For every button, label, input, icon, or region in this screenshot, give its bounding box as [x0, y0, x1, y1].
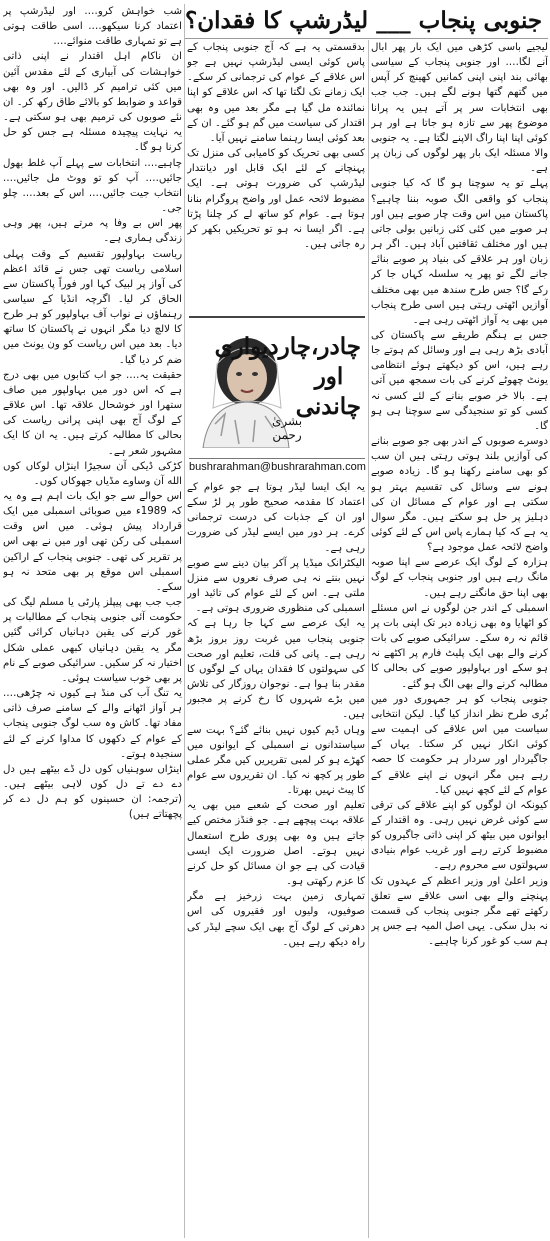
paragraph: الیکٹرانک میڈیا پر آکر بیان دینے سے صوبے نہیں بنتے نہ ہی صرف نعروں سے منزل ملتی ہے۔ اس کے لئے عوام کی تائید اور اسمبلی کی منظوری ضروری ہوتی ہے۔: [187, 557, 365, 615]
author-email[interactable]: bushrarahman@bushrarahman.com: [189, 461, 366, 473]
paragraph: جنوبی پنجاب کو ہر جمہوری دور میں بُری طرح نظر انداز کیا گیا۔ لیکن انتخابی سیاست میں اس علاقے کی اہمیت سے کوئی انکار نہیں کر سکتا۔ یہاں کے جاگیردار اور سردار ہر حکومت کا حصہ رہے ہیں مگر انہوں نے اپنے علاقے کے عوام کے لئے کچھ نہیں کیا۔: [371, 693, 548, 796]
paragraph: حقیقت یہ…. جو اب کتابوں میں بھی درج ہے کہ اس دور میں بہاولپور میں صاف ستھرا اور خوشحال علاقہ تھا۔ اس علاقے کے لوگ آج بھی اپنی پرانی ریاست کی بحالی کا مطالبہ کرتے ہیں۔ یہ ان کا ایک مشہور شعر ہے۔: [3, 369, 182, 457]
paragraph: پہلے تو یہ سوچنا ہو گا کہ کیا جنوبی پنجاب کو واقعی الگ صوبہ بننا چاہیے؟ پاکستان میں اس وقت چار صوبے ہیں اور ہر صوبے میں کئی کئی زبانیں بولی جاتی ہیں اور مختلف ثقافتیں آباد ہیں۔ اگر ہر زبان اور ہر علاقے کی بنیاد پر صوبے بنائے جانے لگے تو پھر یہ سلسلہ کہاں جا کر رکے گا؟ جس طرح سندھ میں بھی مختلف آوازیں اٹھتی رہتی ہیں اسی طرح پنجاب میں بھی یہ آواز اٹھتی رہی ہے۔: [371, 178, 548, 326]
column-banner: [189, 316, 365, 459]
column-middle-top: [187, 40, 365, 310]
paragraph: اسمبلی کے اندر جن لوگوں نے اس مسئلے کو اٹھایا وہ بھی زیادہ دیر تک اپنی بات پر قائم نہ رہ سکے۔ سرائیکی صوبے کی بات کرنے والے بھی ایک پلیٹ فارم پر اکٹھے نہ ہو سکے اور بہاولپور صوبے کی بحالی کا مطالبہ کرنے والے بھی الگ ہو گئے۔: [371, 602, 548, 690]
column-right: [371, 40, 548, 1238]
paragraph: ہزارہ کے لوگ ایک عرصے سے اپنا صوبہ مانگ رہے ہیں اور جنوبی پنجاب کے لوگ بھی اپنا حق مانگتے رہے ہیں۔: [371, 557, 548, 599]
paragraph: جب جب بھی پیپلز پارٹی یا مسلم لیگ کی حکومت آئی جنوبی پنجاب کے مطالبات پر غور کرنے کی یقین دہانیاں کرائی گئیں مگر یہ یقین دہانیاں کبھی عملی شکل اختیار نہ کر سکیں۔ سرائیکی صوبے کے نام پر بھی خوب سیاست ہوئی۔: [3, 597, 182, 684]
column-rule: [368, 40, 369, 1238]
paragraph: چاہیے…. انتخابات سے پہلے آپ غلط بھول جائیں…. آپ کو تو ووٹ مل جائیں…. انتخاب جیت جائیں…. اس کے بعد…. چلو جی۔: [3, 157, 182, 215]
paragraph: جس بے ہنگم طریقے سے پاکستان کی آبادی بڑھ رہی ہے اور وسائل کم ہوتے جا رہے ہیں، اس کو دیکھتے ہوئے انتظامی یونٹ چھوٹے کرنے کی بات سمجھ میں آتی ہے۔ بالا خر صوبے بنانے کے لئے کسی نہ کسی کو تو سنجیدگی سے سوچنا ہی ہو گا۔: [371, 329, 548, 432]
paragraph: اس حوالے سے جو ایک بات اہم ہے وہ یہ کہ 1989ء میں صوبائی اسمبلی میں ایک قرارداد پیش ہوئی۔ میں اس وقت اسمبلی کی رکن تھی اور میں نے بھی اس پر تقریر کی تھی۔ جنوبی پنجاب کے اراکین اسمبلی اس موقع پر بھی متحد نہ ہو سکے۔: [3, 491, 182, 593]
paragraph: تعلیم اور صحت کے شعبے میں بھی یہ علاقہ بہت پیچھے ہے۔ جو فنڈز مختص کیے جاتے ہیں وہ بھی پوری طرح استعمال نہیں ہوتے۔ اصل ضرورت ایک ایسی قیادت کی ہے جو ان مسائل کو حل کرنے کا عزم رکھتی ہو۔: [187, 800, 365, 888]
paragraph: وزیر اعلیٰ اور وزیر اعظم کے عہدوں تک پہنچنے والے بھی اسی علاقے سے تعلق رکھتے تھے مگر جنوبی پنجاب کی قسمت نہ بدل سکی۔ یہی اصل المیہ ہے جس پر ہم سب کو غور کرنا چاہیے۔: [371, 875, 548, 948]
column-title: چادر،چاردیواری اور چاندنی: [214, 333, 361, 420]
paragraph: شب خواہش کرو…. اور لیڈرشپ پر اعتماد کرنا سیکھو…. اسی طاقت ہوتی ہے تو تمہاری طاقت منوائے….: [3, 6, 182, 48]
paragraph: کسی بھی تحریک کو کامیابی کی منزل تک پہنچانے کے لئے ایک قابل اور دیانتدار لیڈرشپ کی ضرورت ہوتی ہے۔ ایک مضبوط لائحہ عمل اور واضح پروگرام بنانا ہوتا ہے۔ عوام کو ساتھ لے کر چلنا پڑتا ہے۔ اگر ایسا نہ ہو تو تحریکیں بکھر کر رہ جاتی ہیں۔: [187, 148, 365, 251]
verse: پھر اس بے وفا پہ مرتے ہیں، پھر وہی زندگی ہماری ہے۔: [3, 218, 182, 245]
column-rule: [184, 4, 185, 1238]
paragraph: دوسرے صوبوں کے اندر بھی جو صوبے بنانے کی آوازیں بلند ہوتی رہتی ہیں ان سب کو بھی سامنے رکھنا ہو گا۔ زیادہ صوبے ہونے سے وسائل کی تقسیم بہتر ہو سکتی ہے اور عوام کے مسائل ان کی دہلیز پر حل ہو سکتے ہیں۔ مگر سوال یہ ہے کہ کیا ہمارے پاس اس کے لئے کوئی واضح لائحہ عمل موجود ہے؟: [371, 436, 548, 554]
column-left: [3, 4, 182, 1238]
paragraph: لیجیے باسی کڑھی میں ایک بار پھر ابال آنے لگا…. اور جنوبی پنجاب کے سیاسی بھائی بند اپنی اپنی کمانیں کھینچ کر آپس میں گتھم گتھا ہونے لگے ہیں۔ جب جب بھی انتخابات سر پر آتے ہیں یہ پرانا موضوع پھر سے تازہ ہو جاتا ہے اور ہر کوئی اپنا اپنا راگ الاپنے لگتا ہے۔ یہ جنوبی والا مسئلہ ایک بار پھر لوگوں کی زبان پر ہے۔: [371, 42, 548, 175]
headline: جنوبی پنجاب ___ لیڈرشپ کا فقدان؟: [185, 2, 548, 39]
paragraph: بدقسمتی یہ ہے کہ آج جنوبی پنجاب کے پاس کوئی ایسی لیڈرشپ نہیں ہے جو اس علاقے کے عوام کی ترجمانی کر سکے۔ ایک زمانے تک لگتا تھا کہ اس علاقے کو اپنا نمائندہ مل گیا ہے مگر بعد میں وہ بھی اقتدار کی سیاست میں گم ہو گئے۔ ان کے بعد کوئی ایسا رہنما سامنے نہیں آیا۔: [187, 42, 365, 144]
paragraph: کیونکہ ان لوگوں کو اپنے علاقے کی ترقی سے کوئی غرض نہیں رہی۔ وہ اقتدار کے ایوانوں میں بیٹھ کر اپنی ذاتی جاگیروں کو مضبوط کرتے رہے اور غریب عوام بنیادی سہولتوں سے محروم رہے۔: [371, 799, 548, 872]
paragraph: وہاں ڈیم کیوں نہیں بنائے گئے؟ بہت سے سیاستدانوں نے اسمبلی کے ایوانوں میں کھڑے ہو کر لمبی تقریریں کیں مگر عملی طور پر کچھ نہ کیا۔ ان تقریروں سے عوام کا پیٹ نہیں بھرتا۔: [187, 724, 365, 797]
paragraph: تمہاری زمین بہت زرخیز ہے مگر صوفیوں، ولیوں اور فقیروں کی اس دھرتی کے لوگ آج بھی ایک سچے لیڈر کی راہ دیکھ رہے ہیں۔: [187, 891, 365, 948]
author-name: بشریٰ رحمن: [271, 414, 303, 442]
paragraph: یہ ایک عرصے سے کہا جا رہا ہے کہ جنوبی پنجاب میں غربت روز بروز بڑھ رہی ہے۔ پانی کی قلت، تعلیم اور صحت کی سہولتوں کا فقدان یہاں کے لوگوں کا مقدر بنا ہوا ہے۔ نوجوان روزگار کی تلاش میں بڑے شہروں کا رخ کرنے پر مجبور ہیں۔: [187, 618, 365, 721]
verse: کڑکی ڈیکی آن سجیڑا اینڑاں لوکاں کوں الله آن وساوے مڈیاں جھوکاں کوں۔: [3, 460, 182, 487]
paragraph: ان ناکام اہل اقتدار نے اپنی ذاتی خواہشات کی آبیاری کے لئے مقدس آئین میں کئی ترامیم کر ڈالیں۔ اور وہ بھی قواعد و ضوابط کو بالائے طاق رکھ کر۔ ان نئے صوبوں کی ترمیم بھی ہو سکتی ہے۔ یہ نہایت پیچیدہ مسئلہ ہے جس کو حل کرنا ہو گا۔: [3, 51, 182, 154]
column-middle-bottom: [187, 480, 365, 1238]
paragraph: یہ تنگ آب کی منڈ ہے کیوں نہ چڑھی…. ہر آواز اٹھانے والے کے سامنے صرف ذاتی مفاد تھا۔ کاش وہ سب لوگ جنوبی پنجاب کے عوام کے دکھوں کا مداوا کرنے کے لئے سنجیدہ ہوتے۔: [3, 688, 182, 760]
paragraph: یہ ایک ایسا لیڈر ہوتا ہے جو عوام کے اعتماد کا مقدمہ صحیح طور پر لڑ سکے اور ان کے جذبات کی درست ترجمانی کرے۔ ہر دور میں ایسے لیڈر کی ضرورت رہی ہے۔: [187, 482, 365, 554]
verse: اینڑاں سوہنیاں کوں دل ڈے بیٹھے ہیں دل دے دے تے دل کوں لاہی بیٹھے ہیں۔ (ترجمہ: ان حسینوں کو ہم دل دے کر پچھتاتے ہیں): [3, 763, 182, 821]
paragraph: ریاست بہاولپور تقسیم کے وقت پہلی اسلامی ریاست تھی جس نے قائد اعظم کی آواز پر لبیک کہا اور فوراً پاکستان سے الحاق کر لیا۔ اگرچہ انڈیا کے سیاسی رہنماؤں نے نواب آف بہاولپور کو ہر طرح کا لالچ دیا مگر انہوں نے پاکستان کا ساتھ دیا۔ بعد میں اس ریاست کو ون یونٹ میں ضم کر دیا گیا۔: [3, 248, 182, 366]
